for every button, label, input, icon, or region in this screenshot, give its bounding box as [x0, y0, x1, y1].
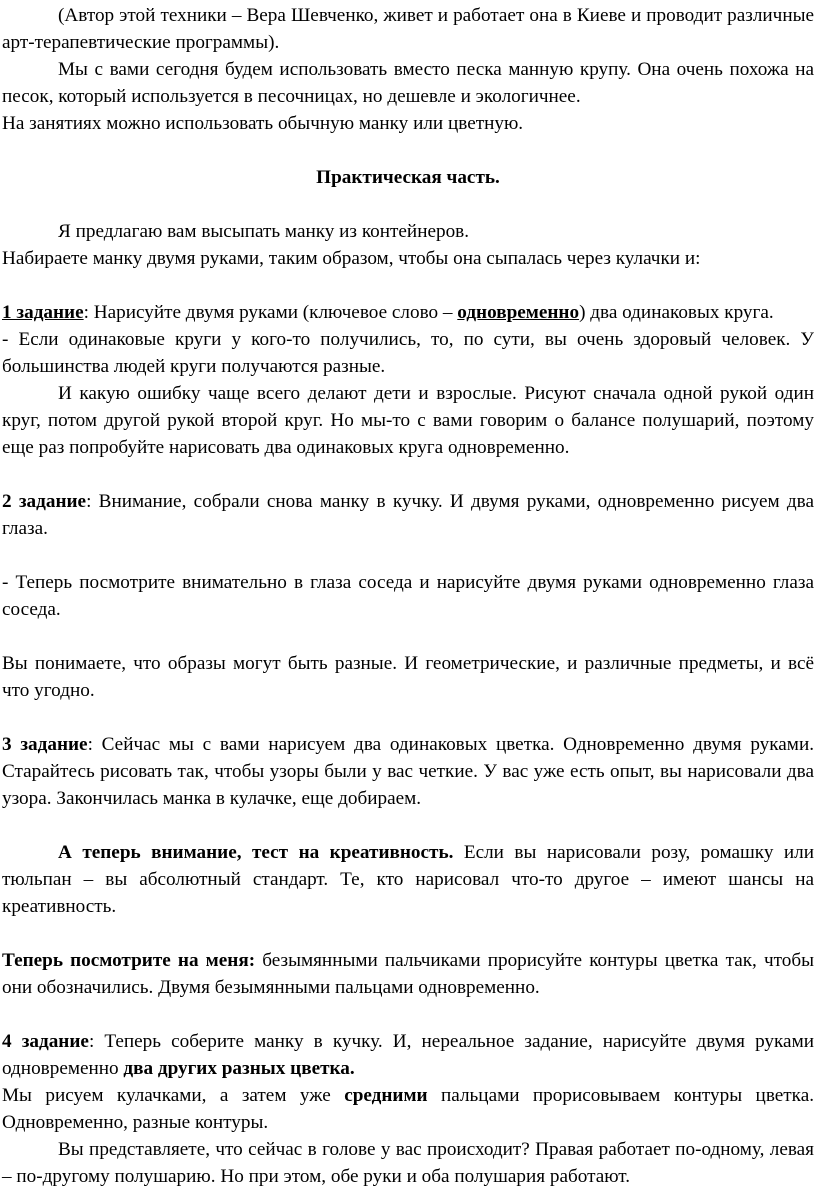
circles-result-paragraph: - Если одинаковые круги у кого-то получились, то, по сути, вы очень здоровый человек. У большинства людей круги получаются разные.	[2, 329, 814, 377]
section-heading: Практическая часть.	[316, 167, 500, 188]
neighbor-eyes-paragraph: - Теперь посмотрите внимательно в глаза соседа и нарисуйте двумя руками одновременно глаза соседа.	[2, 572, 814, 620]
spacer	[2, 461, 814, 488]
spacer	[2, 191, 814, 218]
task-2-label: 2 задание	[2, 491, 87, 512]
task-3-paragraph: 3 задание: Сейчас мы с вами нарисуем два одинаковых цветка. Одновременно двумя руками. Старайтесь рисовать так, чтобы узоры были у вас четкие. У вас уже есть опыт, вы нарисовали два узора. Закончилась манка в кулачке, еще добираем.	[2, 734, 815, 809]
spacer	[2, 623, 814, 650]
spacer	[2, 272, 814, 299]
spacer	[2, 704, 814, 731]
semolina-paragraph: Мы с вами сегодня будем использовать вместо песка манную крупу. Она очень похожа на песок, который используется в песочницах, но дешевле и экологичнее.	[2, 59, 814, 107]
task-2-paragraph: 2 задание: Внимание, собрали снова манку в кучку. И двумя руками, одновременно рисуем два глаза.	[2, 491, 814, 539]
task-4-paragraph: 4 задание: Теперь соберите манку в кучку. И, нереальное задание, нарисуйте двумя руками одновременно два других разных цветка.	[2, 1031, 814, 1079]
spacer	[2, 812, 814, 839]
spacer	[2, 137, 814, 164]
common-mistake-paragraph: И какую ошибку чаще всего делают дети и взрослые. Рисуют сначала одной рукой один круг, потом другой рукой второй круг. Но мы-то с вами говорим о балансе полушарий, поэтому еще раз попробуйте нарисовать два одинаковых круга одновременно.	[2, 383, 814, 458]
pour-paragraph: Я предлагаю вам высыпать манку из контейнеров.	[58, 221, 470, 242]
task-3-label: 3 задание	[2, 734, 88, 755]
fists-paragraph: Мы рисуем кулачками, а затем уже средними пальцами прорисовываем контуры цветка. Одновременно, разные контуры.	[2, 1085, 815, 1133]
scoop-paragraph: Набираете манку двумя руками, таким образом, чтобы она сыпалась через кулачки и:	[2, 248, 701, 269]
task-1-label: 1 задание	[2, 302, 84, 323]
spacer	[2, 542, 814, 569]
ring-fingers-paragraph: Теперь посмотрите на меня: безымянными пальчиками прорисуйте контуры цветка так, чтобы они обозначились. Двумя безымянными пальцами одновременно.	[2, 950, 814, 998]
spacer	[2, 1001, 814, 1028]
semolina-type-paragraph: На занятиях можно использовать обычную манку или цветную.	[2, 113, 524, 134]
task-4-label: 4 задание	[2, 1031, 89, 1052]
spacer	[2, 920, 814, 947]
intro-author-paragraph: (Автор этой техники – Вера Шевченко, живет и работает она в Киеве и проводит различные арт-терапевтические программы).	[2, 5, 814, 53]
task-1-paragraph: 1 задание: Нарисуйте двумя руками (ключевое слово – одновременно) два одинаковых круга.	[2, 302, 774, 323]
creativity-test-paragraph: А теперь внимание, тест на креативность. Если вы нарисовали розу, ромашку или тюльпан – вы абсолютный стандарт. Те, кто нарисовал что-то другое – имеют шансы на креативность.	[2, 842, 814, 917]
images-paragraph: Вы понимаете, что образы могут быть разные. И геометрические, и различные предметы, и всё что угодно.	[2, 653, 814, 701]
task-1-keyword: одновременно	[457, 302, 580, 323]
hemispheres-paragraph: Вы представляете, что сейчас в голове у вас происходит? Правая работает по-одному, левая – по-другому полушарию. Но при этом, обе руки и оба полушария работают.	[2, 1139, 814, 1187]
